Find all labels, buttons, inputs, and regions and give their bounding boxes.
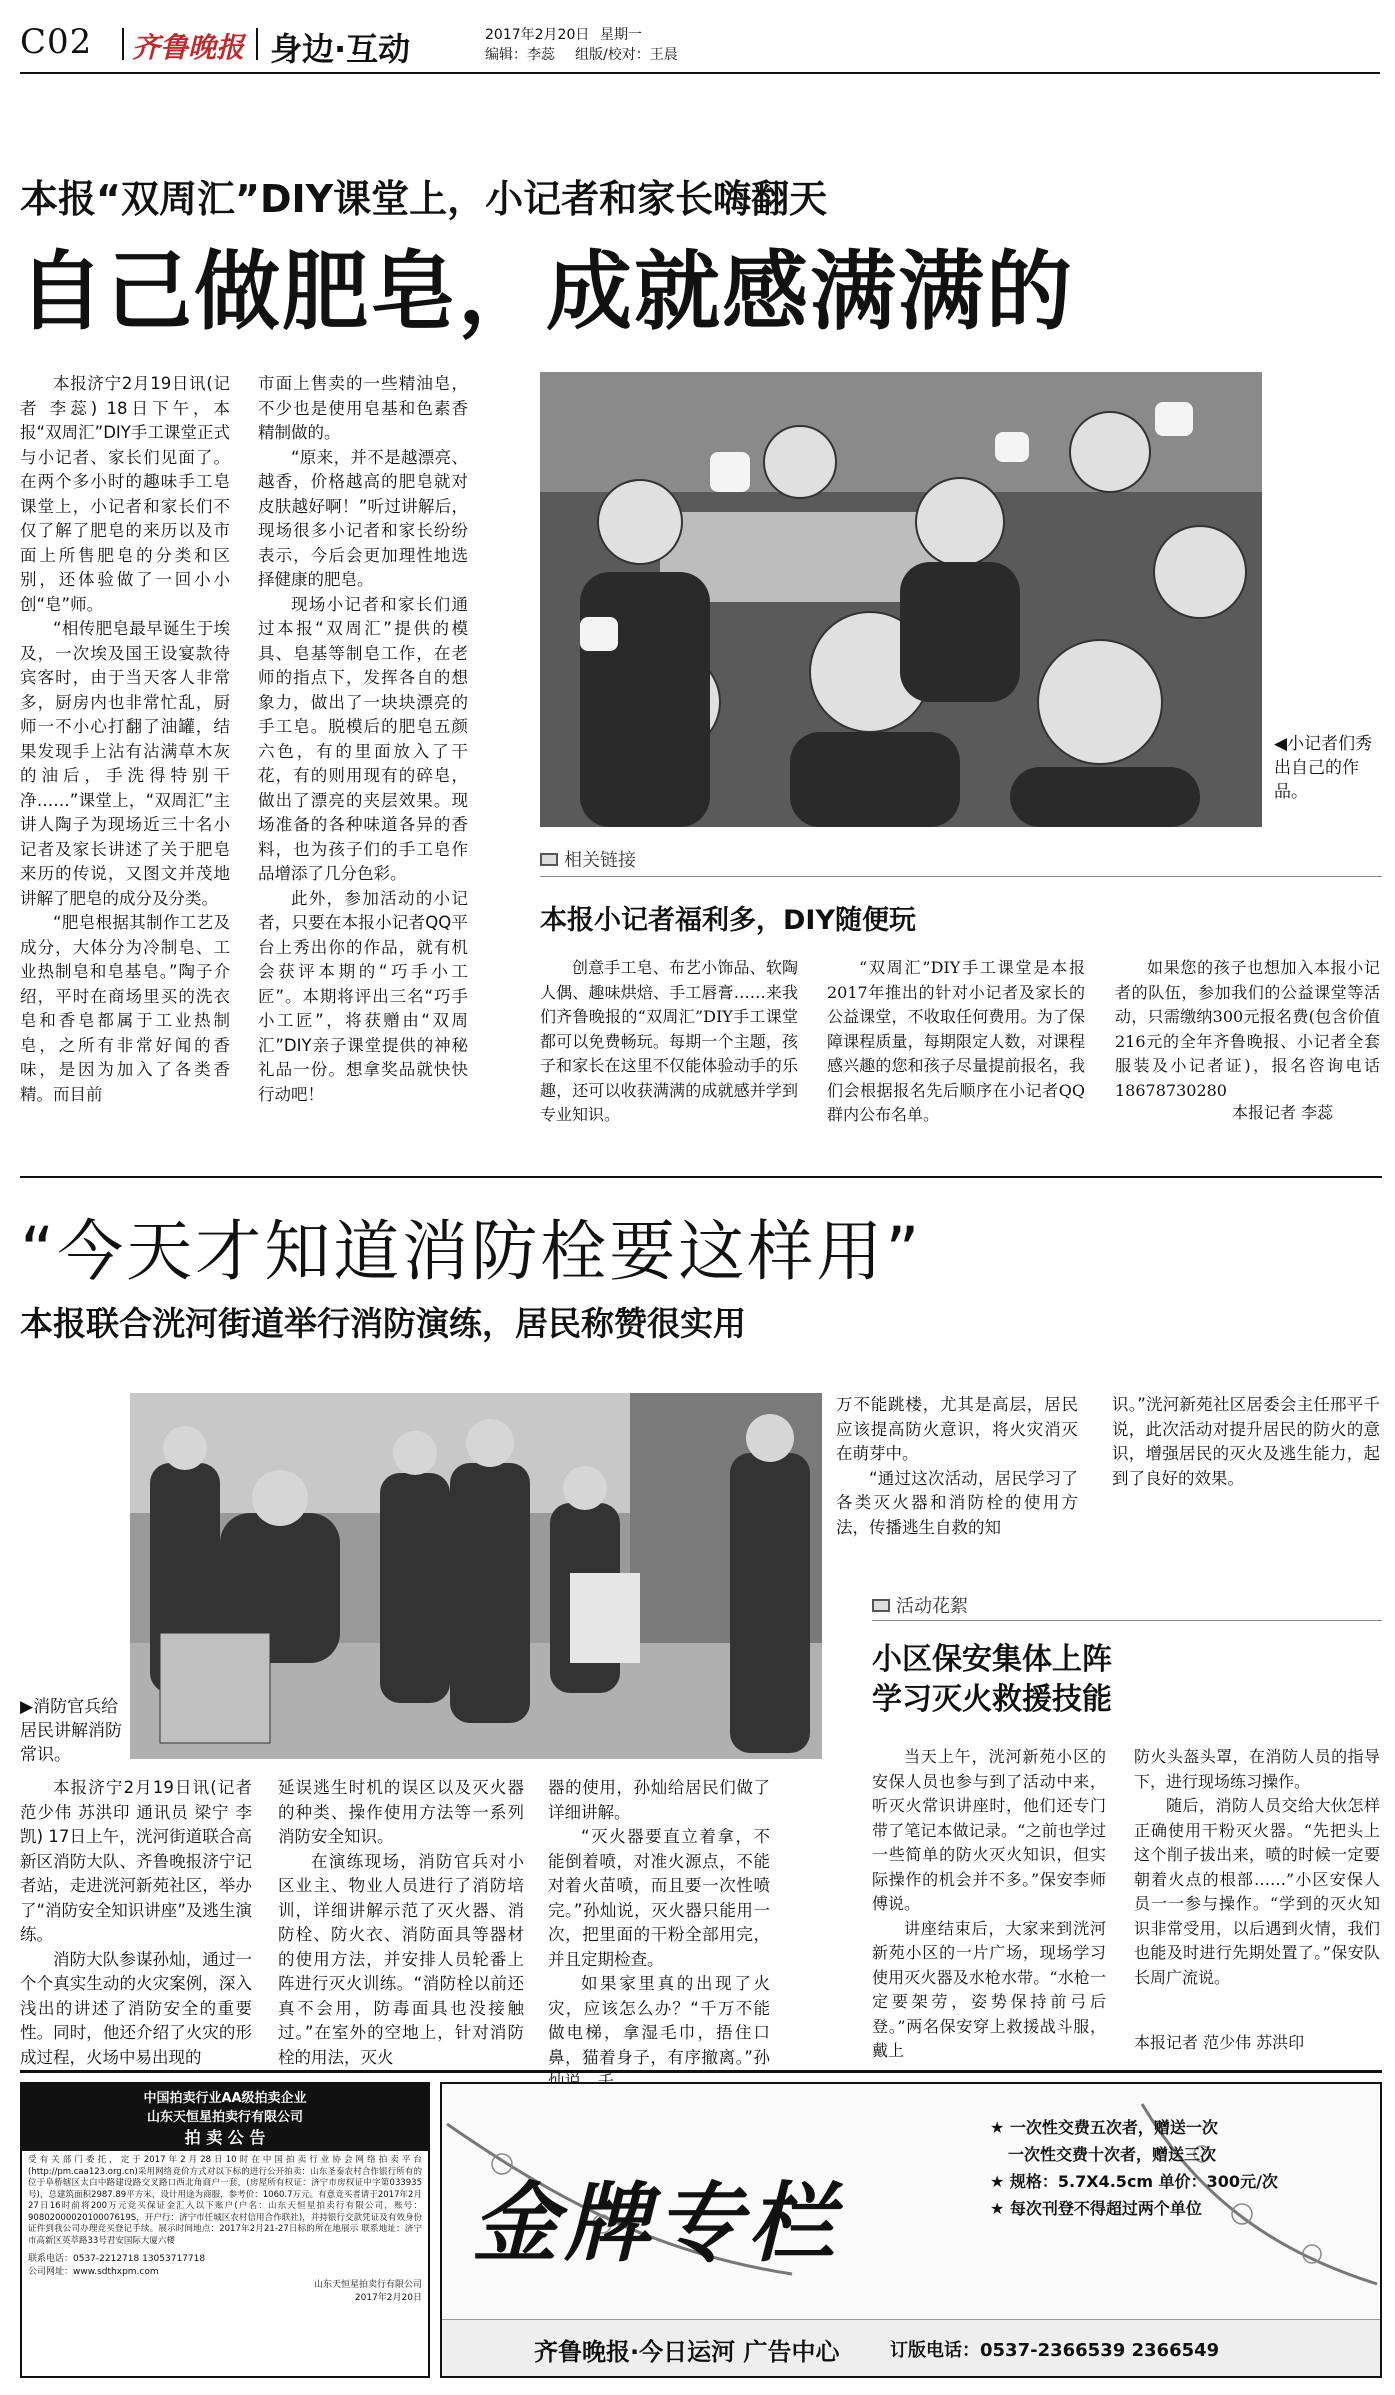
weekday: 星期一 <box>600 27 642 43</box>
article2-col3: 器的使用，孙灿给居民们做了详细讲解。 “灭火器要直立着拿，不能倒着喷，对准火源点，不能对着火苗喷，而且要一次性喷完。”孙灿说，灭火器只能用一次，把里面的干粉全部用完，并且定期检查。 如果家里真的出现了火灾，应该怎么办？“千万不能做电梯，拿湿毛巾，捂住口鼻，猫着身子，有序撤离。”孙 <box>548 1778 770 2067</box>
activity-title-2: 学习灭火救援技能 <box>872 1682 1112 1717</box>
activity-col1: 当天上午，洸河新苑小区的安保人员也参与到了活动中来，听灭火常识讲座时，他们还专门带了笔记本做记录。“之前也学过一些简单的防火灭火知识，但实际操作的机会并不多。”保安李师傅说。 讲座结束后，大家来到洸河新苑小区的一片广场，现场学习使用灭火器及水枪水带。“水枪一定要架劳，姿势保持前弓后登。”两名保安穿上救援战斗服，戴上 <box>872 1747 1106 2060</box>
header-rule <box>20 72 1380 74</box>
gold-ad-title: 金牌专栏 <box>472 2173 840 2274</box>
ad-divider <box>20 2070 1382 2073</box>
article1-col1: 本报济宁2月19日讯(记者 李蕊) 18日下午，本报“双周汇”DIY手工课堂正式与小记者、家长们见面了。在两个多小时的趣味手工皂课堂上，小记者和家长们不仅了解了肥皂的来历以及市面上所售肥皂的分类和区别，还体验做了一回小小创“皂”师。 “相传肥皂最早诞生于埃及，一次埃及国王设宴款待宾客时，由于当天客人非常多，厨房内也非常忙乱，厨师一不小心打翻了油罐，结果发现手上沾有沾满草木灰的油后，手洗得特别干净……”课堂上，“双周汇”主讲人陶子为现场近三十名小记者及家长讲述了关于肥皂来历的传说，又图文并茂地讲解了肥皂的成分及分类。 “肥皂根据其制作工艺及成分，大体分为冷制皂、工业热制皂和皂基皂。”陶子介绍，平时在商场里买的洗衣皂和香皂都属于工业热制皂，之所有非常好闻的香味，是因为加入了各类香精。而目前 <box>20 374 230 1104</box>
auction-ad-body: 受有关部门委托，定于2017年2月28日10时在中国拍卖行业协会网络拍卖平台(http://pm.caa123.org.cn)采用网络竞价方式对以下标的进行公开拍卖：山东圣泰农村合作银行所有的位于阜桥辖区太白中路建设路交叉路口西北角商户一套，(房屋所有权证：济宁市房权证中字第033935号)，总建筑面积2987.89平方米，设计用途为商服，参考价：1060.7万元。有意竞买者请于2017年2月27日16时前将200万元竞买保证金汇入以下账户(户名：山东天恒星拍卖行有限公司，账号：9080200002010007619S，开户行：济宁市任城区农村信用合作联社)，并持银行交款凭证及有效身份证件到我公司办理竞买登记手续。展示时间地点：2017年2月21-27日标的所在地展示 联系地址：济宁市高新区英萃路33号君安国际大厦六楼 <box>28 2155 422 2246</box>
page-number: C02 <box>20 22 93 62</box>
related-col3: 如果您的孩子也想加入本报小记者的队伍，参加我们的公益课堂等活动，只需缴纳300元报名费(包含价值216元的全年齐鲁晚报、小记者全套服装及小记者证)，报名咨询电话18678730280 <box>1115 958 1380 1100</box>
related-tag: 相关链接 <box>540 846 636 872</box>
article1-kicker: 本报“双周汇”DIY课堂上，小记者和家长嗨翻天 <box>20 177 828 221</box>
students-photo-illustration <box>540 372 1262 827</box>
article2-col5: 识。”洸河新苑社区居委会主任邢平千说，此次活动对提升居民的防火的意识，增强居民的灭火及逃生能力，起到了良好的效果。 <box>1112 1395 1380 1488</box>
page-header <box>20 18 1380 68</box>
article2-photo-caption: ▶消防官兵给居民讲解消防常识。 <box>20 1697 122 1765</box>
article2-photo <box>130 1393 822 1759</box>
article2-col4: 万不能跳楼，尤其是高层，居民应该提高防火意识，将火灾消灭在萌芽中。 “通过这次活动，居民学习了各类灭火器和消防栓的使用方法，传播逃生自救的知 <box>836 1395 1078 1537</box>
auction-ad-header: 中国拍卖行业AA级拍卖企业 山东天恒星拍卖行有限公司 拍 卖 公 告 <box>22 2084 428 2151</box>
activity-tag: 活动花絮 <box>872 1592 968 1618</box>
gold-ad-footer: 齐鲁晚报·今日运河 广告中心 订版电话：0537-2366539 2366549 <box>442 2319 1380 2376</box>
article2-col2: 延误逃生时机的误区以及灭火器的种类、操作使用方法等一系列消防安全知识。 在演练现场，消防官兵对小区业主、物业人员进行了消防培训，详细讲解示范了灭火器、消防栓、防火衣、消防面具等器材的使用方法，并安排人员轮番上阵进行灭火训练。“消防栓以前还真不会用，防毒面具也没接触过。”在室外的空地上，针对消防栓的用法，灭火 <box>278 1778 524 2067</box>
gold-ad-items: ★ 一次性交费五次者，赠送一次 一次性交费十次者，赠送三次 ★ 规格：5.7X4.5cm 单价：300元/次 ★ 每次刊登不得超过两个单位 <box>990 2118 1278 2218</box>
article1-headline: 自己做肥皂，成就感满满的 <box>18 242 1074 342</box>
related-col2: “双周汇”DIY手工课堂是本报2017年推出的针对小记者及家长的公益课堂，不收取任何费用。为了保障课程质量，每期限定人数，对课程感兴趣的您和孩子尽量提前报名，我们会根据报名先后顺序在小记者QQ群内公布名单。 <box>827 958 1085 1124</box>
article1-photo-caption: ◀小记者们秀出自己的作品。 <box>1274 734 1373 802</box>
editor: 编辑：李蕊 <box>485 47 555 63</box>
activity-col2: 防火头盔头罩，在消防人员的指导下，进行现场练习操作。 随后，消防人员交给大伙怎样正确使用干粉灭火器。“先把头上这个削子拔出来，喷的时候一定要朝着火点的根部……”小区安保人员一一参与操作。“学到的灭火知识非常受用，以后遇到火情，我们也能及时进行先期处置了。”保安队长周广流说。 <box>1134 1747 1380 1987</box>
gold-ad <box>440 2082 1382 2378</box>
section-title: 身边·互动 <box>270 30 411 68</box>
related-title: 本报小记者福利多，DIY随便玩 <box>540 905 917 936</box>
section-divider <box>20 1176 1382 1178</box>
firefighter-photo-illustration <box>130 1393 822 1759</box>
article1-photo <box>540 372 1262 827</box>
paper-logo: 齐鲁晚报 <box>132 31 245 64</box>
article2-col1: 本报济宁2月19日讯(记者 范少伟 苏洪印 通讯员 梁宁 李凯) 17日上午，洸河街道联合高新区消防大队、齐鲁晚报济宁记者站，走进洸河新苑社区，举办了“消防安全知识讲座”及逃生演练。 消防大队参谋孙灿，通过一个个真实生动的火灾案例，深入浅出的讲述了消防安全的重要性。同时，他还介绍了火灾的形成过程，火场中易出现的 <box>20 1778 252 2067</box>
auction-ad: 中国拍卖行业AA级拍卖企业 山东天恒星拍卖行有限公司 拍 卖 公 告 受有关部门委托，定于2017年2月28日10时在中国拍卖行业协会网络拍卖平台(http://pm.caa123.org.cn)采用网络竞价方式对以下标的进行公开拍卖：山东圣泰农村合作银行所有的位于阜桥辖区太白中路建设路交叉路口西北角商户一套，(房屋所有权证：济宁市房权证中字第033935号)，总建筑面积2987.89平方米，设计用途为商服，参考价：1060.7万元。有意竞买者请于2017年2月27日16时前将200万元竞买保证金汇入以下账户(户名：山东天恒星拍卖行有限公司，账号：9080200002010007619S，开户行：济宁市任城区农村信用合作联社)，并持银行交款凭证及有效身份证件到我公司办理竞买登记手续。展示时间地点：2017年2月21-27日标的所在地展示 联系地址：济宁市高新区英萃路33号君安国际大厦六楼 联系电话：0537-2212718 13053717718 公司网址：www.sdthxpm.com 山东天恒星拍卖行有限公司 2017年2月20日 <box>20 2082 430 2378</box>
article2-headline: “今天才知道消防栓要这样用” <box>20 1213 923 1290</box>
activity-byline: 本报记者 范少伟 苏洪印 <box>1134 2033 1305 2052</box>
related-byline: 本报记者 李蕊 <box>1232 1103 1334 1122</box>
related-col1: 创意手工皂、布艺小饰品、软陶人偶、趣味烘焙、手工唇膏……来我们齐鲁晚报的“双周汇”DIY手工课堂都可以免费畅玩。每期一个主题，孩子和家长在这里不仅能体验动手的乐趣，还可以收获满满的成就感并学到专业知识。 <box>540 958 798 1124</box>
article1-col2: 市面上售卖的一些精油皂，不少也是使用皂基和色素香精制做的。 “原来，并不是越漂亮、越香，价格越高的肥皂就对皮肤越好啊！”听过讲解后，现场很多小记者和家长纷纷表示，今后会更加理性地选择健康的肥皂。 现场小记者和家长们通过本报“双周汇”提供的模具、皂基等制皂工作，在老师的指点下，发挥各自的想象力，做出了一块块漂亮的手工皂。脱模后的肥皂五颜六色，有的里面放入了干花，有的则用现有的碎皂，做出了漂亮的夹层效果。现场准备的各种味道各异的香料，也为孩子们的手工皂作品增添了几分色彩。 此外，参加活动的小记者，只要在本报小记者QQ平台上秀出你的作品，就有机会获评本期的“巧手小工匠”。本期将评出三名“巧手小工匠”，将获赠由“双周汇”DIY亲子课堂提供的神秘礼品一份。想拿奖品就快快行动吧！ <box>258 374 468 1104</box>
activity-title-1: 小区保安集体上阵 <box>872 1642 1112 1677</box>
date: 2017年2月20日 <box>485 27 590 43</box>
tag-box-icon <box>540 853 558 866</box>
layout-proof: 组版/校对：王晨 <box>575 47 678 63</box>
article2-subhead: 本报联合洸河街道举行消防演练，居民称赞很实用 <box>20 1304 746 1343</box>
tag-box-icon <box>872 1599 890 1612</box>
